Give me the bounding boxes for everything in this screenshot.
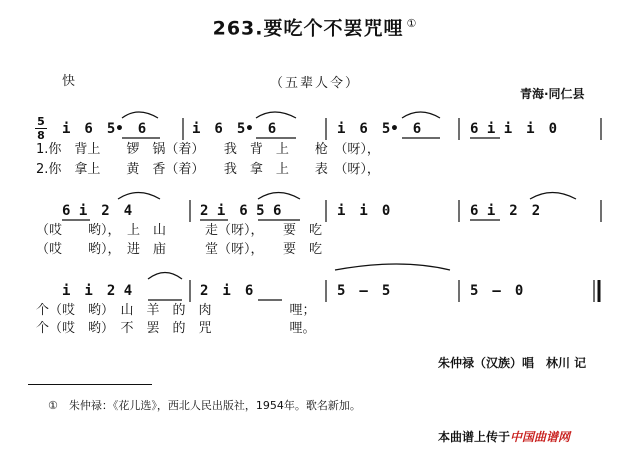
tune-name: （五辈人令） (269, 76, 360, 91)
site-prefix: 本曲谱上传于 (438, 430, 511, 444)
footnote-text: ① 朱仲禄：《花儿选》，西北人民出版社，1954年。歌名新加。 (48, 399, 361, 412)
measure-3-4: 5 — 0 (470, 283, 524, 299)
slur (530, 193, 576, 200)
slur (256, 112, 296, 118)
footnote-rule (28, 384, 152, 385)
measure-2-2: 2 i 6 5 6 (200, 203, 282, 219)
meter-top: 5 (37, 115, 45, 128)
measure-1-3: i 6 5• 6 (337, 121, 422, 137)
slur (258, 193, 300, 200)
site-logo: 中国曲谱网 (510, 430, 571, 444)
slur (118, 193, 160, 200)
measure-1-4: 6 i i i 0 (470, 121, 558, 137)
region-label: 青海·同仁县 (520, 87, 585, 101)
lyric-3-verse-2: 个（哎 哟） 不 罢 的 咒 哩。 (36, 321, 316, 336)
lyric-2-verse-1: （哎 哟）， 上 山 走（呀）， 要 吃 (36, 223, 323, 238)
measure-1-1: i 6 5• 6 (62, 121, 147, 137)
meter-bottom: 8 (37, 129, 45, 142)
title-text: 263.要吃个不罢咒哩 (212, 17, 404, 40)
measure-2-4: 6 i 2 2 (470, 203, 541, 219)
site-watermark (438, 431, 570, 443)
slur (148, 273, 182, 280)
measure-1-2: i 6 5• 6 (192, 121, 277, 137)
lyric-1-verse-2: 2.你 拿上 黄 香（着） 我 拿 上 表 （呀）， (36, 162, 380, 177)
lyric-2-verse-2: （哎 哟）， 进 庙 堂（呀）， 要 吃 (36, 242, 323, 257)
footnote-marker: ① (406, 17, 418, 30)
performer-credit: 朱仲禄（汉族）唱 林川 记 (438, 356, 587, 370)
measure-2-3: i i 0 (337, 203, 391, 219)
measure-3-2: 2 i 6 (200, 283, 254, 299)
slur (122, 112, 158, 118)
lyric-1-verse-1: 1.你 背上 锣 锅（着） 我 背 上 枪 （呀）， (36, 142, 380, 157)
measure-2-1: 6 i 2 4 (62, 203, 133, 219)
slur (335, 264, 450, 270)
tempo-marking: 快 (62, 74, 76, 89)
measure-3-1: i i 2 4 (62, 283, 133, 299)
lyric-3-verse-1: 个（哎 哟） 山 羊 的 肉 哩； (36, 303, 316, 318)
measure-3-3: 5 — 5 (337, 283, 391, 299)
slur (402, 112, 440, 118)
